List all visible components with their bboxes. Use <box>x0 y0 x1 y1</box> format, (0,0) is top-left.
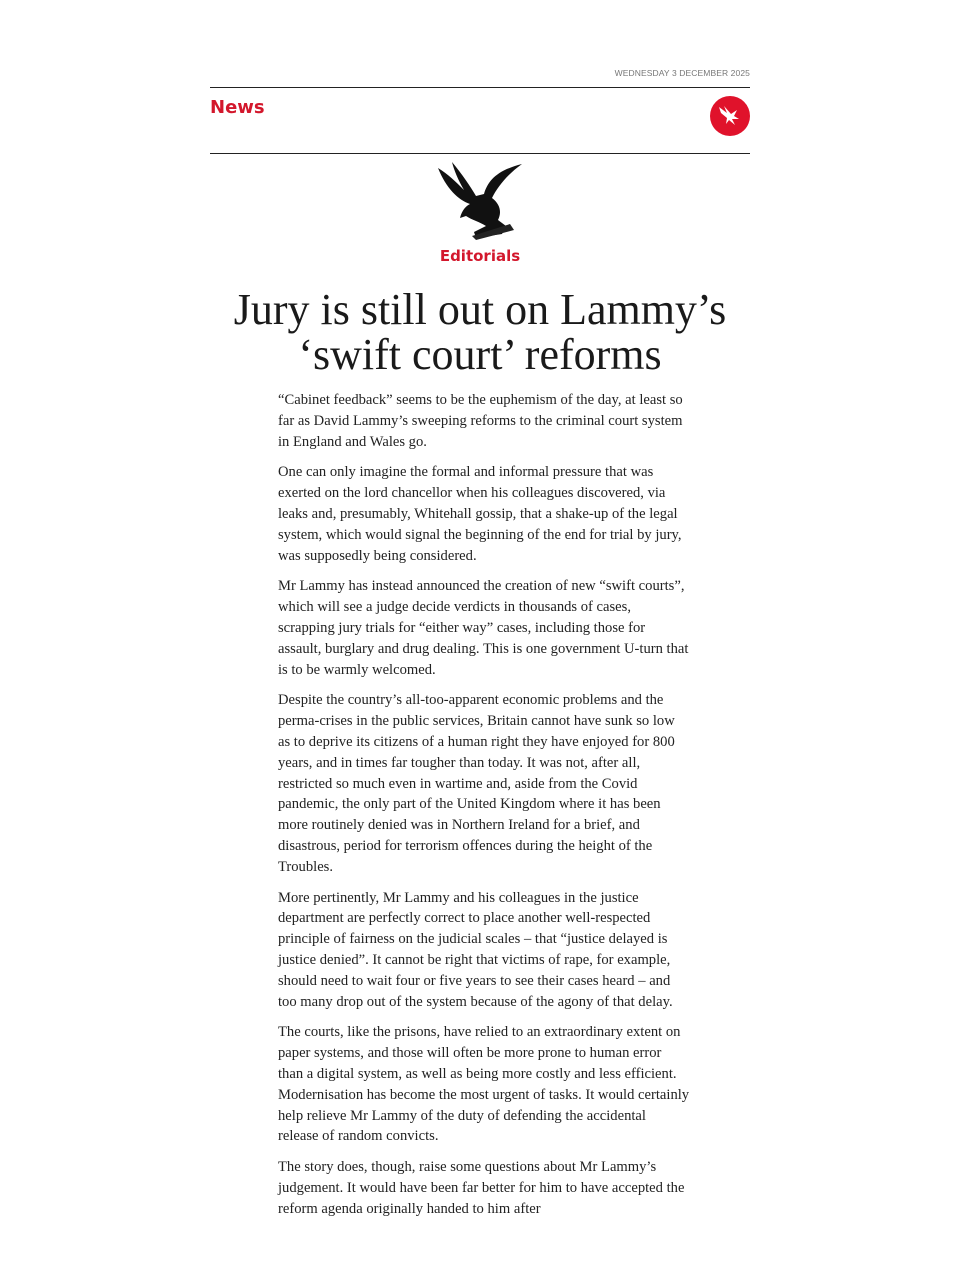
paragraph: The story does, though, raise some questions about Mr Lammy’s judgement. It would have been far better for him to have accepted the reform agenda originally handed to him after <box>278 1159 685 1217</box>
eagle-logo-icon <box>436 160 524 240</box>
section-label[interactable]: News <box>210 97 265 118</box>
article-body <box>278 390 690 1229</box>
paragraph: “Cabinet feedback” seems to be the euphemism of the day, at least so far as David Lammy’s sweeping reforms to the criminal court system in England and Wales go. <box>278 392 683 450</box>
kicker-editorials: Editorials <box>439 247 521 265</box>
headline-line-2: ‘swift court’ reforms <box>298 330 662 379</box>
paragraph: Despite the country’s all-too-apparent economic problems and the perma-crises in the public services, Britain cannot have sunk so low as to deprive its citizens of a human right they have enjoyed for 800 years, and in times far tougher than today. It was not, after all, restricted so much even in wartime and, aside from the Covid pandemic, the only part of the United Kingdom where it has been more routinely denied was in Northern Ireland for a brief, and disastrous, period for terrorism offences during the height of the Troubles. <box>278 692 675 875</box>
issue-date: WEDNESDAY 3 DECEMBER 2025 <box>614 68 750 78</box>
independent-eagle-icon[interactable] <box>710 96 750 136</box>
paragraph: One can only imagine the formal and informal pressure that was exerted on the lord chancellor when his colleagues discovered, via leaks and, presumably, Whitehall gossip, that a shake-up of the legal system, which would signal the beginning of the end for trial by jury, was supposedly being considered. <box>278 464 682 564</box>
header-bottom-divider <box>210 153 750 154</box>
headline <box>0 287 960 377</box>
paragraph: More pertinently, Mr Lammy and his colleagues in the justice department are perfectly correct to place another well-respected principle of fairness on the judicial scales – that “justice delayed is justice denied”. It cannot be right that victims of rape, for example, should need to wait four or five years to see their cases heard – and too many drop out of the system because of the agony of that delay. <box>278 889 673 1010</box>
paragraph: The courts, like the prisons, have relied to an extraordinary extent on paper systems, and those will often be more prone to human error than a digital system, as well as being more costly and less efficient. Modernisation has become the most urgent of tasks. It would certainly help relieve Mr Lammy of the duty of defending the accidental release of random convicts. <box>278 1024 690 1145</box>
paragraph: Mr Lammy has instead announced the creation of new “swift courts”, which will see a judge decide verdicts in thousands of cases, scrapping jury trials for “either way” cases, including those for assault, burglary and drug dealing. This is one government U-turn that is to be warmly welcomed. <box>278 578 689 678</box>
header-top-divider <box>210 87 750 88</box>
headline-line-1: Jury is still out on Lammy’s <box>233 285 727 334</box>
